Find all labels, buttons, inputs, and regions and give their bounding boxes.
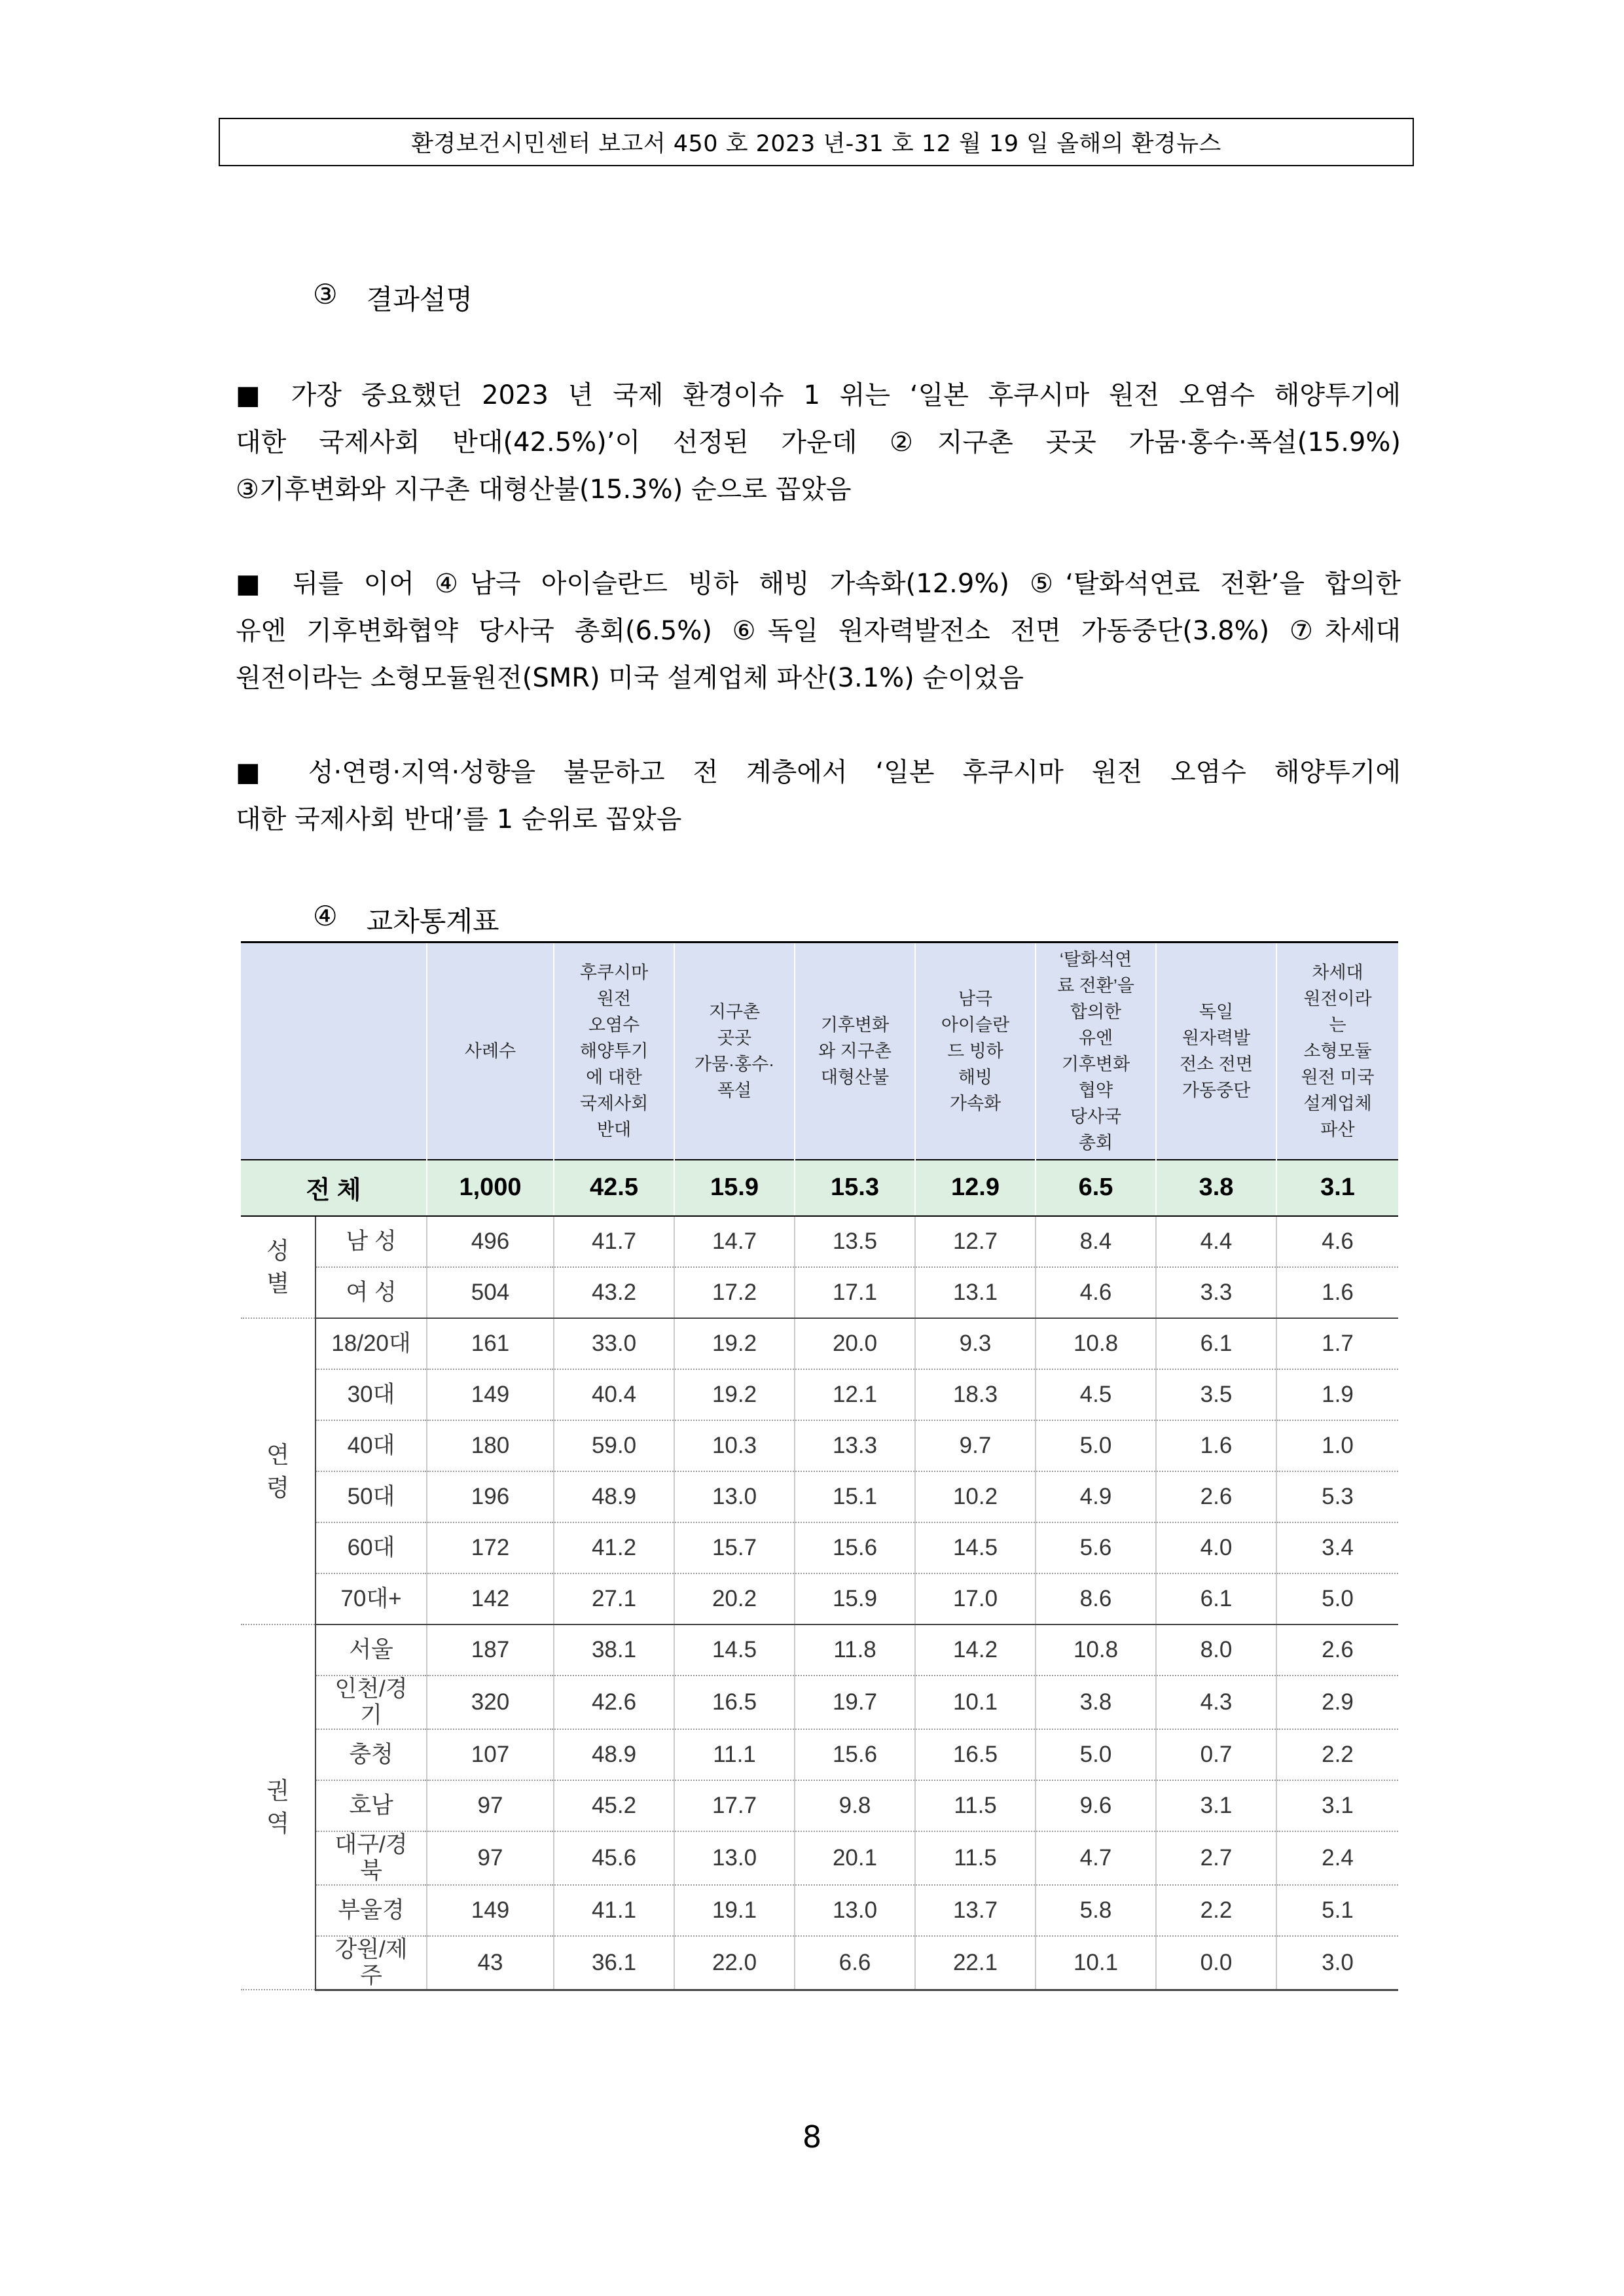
table-cell: 2.6 — [1156, 1471, 1276, 1522]
table-cell: 2.9 — [1276, 1676, 1398, 1729]
paragraph-line: ③기후변화와 지구촌 대형산불(15.3%) 순으로 꼽았음 — [236, 475, 852, 505]
table-cell: 3.0 — [1276, 1936, 1398, 1990]
section-3-heading — [313, 278, 473, 317]
column-header: 후쿠시마 원전 오염수 해양투기 에 대한 국제사회 반대 — [554, 942, 674, 1160]
table-row — [241, 1318, 1398, 1369]
table-cell: 15.9 — [795, 1573, 915, 1624]
column-header: 남극 아이슬란 드 빙하 해빙 가속화 — [915, 942, 1036, 1160]
table-cell: 6.1 — [1156, 1573, 1276, 1624]
table-cell: 1.0 — [1276, 1420, 1398, 1471]
table-row — [241, 1369, 1398, 1420]
table-cell: 9.7 — [915, 1420, 1036, 1471]
table-row — [241, 1420, 1398, 1471]
table-cell: 12.7 — [915, 1216, 1036, 1267]
table-cell: 9.6 — [1036, 1780, 1156, 1831]
table-cell: 4.0 — [1156, 1522, 1276, 1573]
table-cell: 5.6 — [1036, 1522, 1156, 1573]
table-cell: 16.5 — [915, 1729, 1036, 1780]
table-row — [241, 1522, 1398, 1573]
table-cell: 48.9 — [554, 1729, 674, 1780]
row-label: 강원/제 주 — [316, 1936, 427, 1990]
table-cell: 6.6 — [795, 1936, 915, 1990]
row-label: 60대 — [316, 1522, 427, 1573]
table-cell: 161 — [427, 1318, 554, 1369]
table-cell: 10.8 — [1036, 1318, 1156, 1369]
table-cell: 11.1 — [674, 1729, 795, 1780]
table-cell: 12.1 — [795, 1369, 915, 1420]
table-cell: 41.1 — [554, 1885, 674, 1936]
table-cell: 1.7 — [1276, 1318, 1398, 1369]
table-cell: 10.1 — [1036, 1936, 1156, 1990]
table-cell: 17.7 — [674, 1780, 795, 1831]
table-cell: 4.5 — [1036, 1369, 1156, 1420]
table-cell: 13.0 — [674, 1831, 795, 1885]
table-cell: 4.7 — [1036, 1831, 1156, 1885]
table-cell: 5.8 — [1036, 1885, 1156, 1936]
table-cell: 5.0 — [1276, 1573, 1398, 1624]
row-label: 인천/경 기 — [316, 1676, 427, 1729]
table-row — [241, 1936, 1398, 1990]
table-cell: 504 — [427, 1267, 554, 1318]
table-cell: 15.6 — [795, 1522, 915, 1573]
row-label: 서울 — [316, 1624, 427, 1676]
table-cell: 1.6 — [1276, 1267, 1398, 1318]
table-cell: 22.0 — [674, 1936, 795, 1990]
table-cell: 8.4 — [1036, 1216, 1156, 1267]
row-label: 50대 — [316, 1471, 427, 1522]
table-cell: 14.5 — [915, 1522, 1036, 1573]
table-cell: 3.3 — [1156, 1267, 1276, 1318]
table-cell: 172 — [427, 1522, 554, 1573]
table-cell: 41.2 — [554, 1522, 674, 1573]
paragraph-line: ■ 성·연령·지역·성향을 불문하고 전 계층에서 ‘일본 후쿠시마 원전 오염수 해양투기에 — [236, 757, 1401, 787]
table-header-row — [241, 942, 1398, 1160]
paragraph-1 — [236, 372, 1401, 513]
table-cell: 42.6 — [554, 1676, 674, 1729]
table-cell: 15.1 — [795, 1471, 915, 1522]
table-cell: 43.2 — [554, 1267, 674, 1318]
table-row — [241, 1885, 1398, 1936]
page-number: 8 — [802, 2119, 822, 2155]
table-cell: 5.3 — [1276, 1471, 1398, 1522]
paragraph-line: ■ 뒤를 이어 ④남극 아이슬란드 빙하 해빙 가속화(12.9%) ⑤‘탈화석연료 전환’을 합의한 — [236, 569, 1401, 599]
table-row — [241, 1780, 1398, 1831]
row-label: 여 성 — [316, 1267, 427, 1318]
total-value: 3.8 — [1156, 1160, 1276, 1216]
table-cell: 5.1 — [1276, 1885, 1398, 1936]
table-cell: 149 — [427, 1369, 554, 1420]
report-header — [219, 118, 1414, 166]
row-label: 30대 — [316, 1369, 427, 1420]
paragraph-line: 대한 국제사회 반대(42.5%)’이 선정된 가운데 ②지구촌 곳곳 가뭄·홍수·폭설(15.9%) — [236, 427, 1401, 457]
column-header: 독일 원자력발 전소 전면 가동중단 — [1156, 942, 1276, 1160]
table-cell: 10.8 — [1036, 1624, 1156, 1676]
table-cell: 19.1 — [674, 1885, 795, 1936]
row-label: 충청 — [316, 1729, 427, 1780]
table-cell: 2.2 — [1156, 1885, 1276, 1936]
table-cell: 1.9 — [1276, 1369, 1398, 1420]
total-value: 12.9 — [915, 1160, 1036, 1216]
table-cell: 0.0 — [1156, 1936, 1276, 1990]
table-cell: 9.3 — [915, 1318, 1036, 1369]
table-cell: 3.4 — [1276, 1522, 1398, 1573]
column-header: 지구촌 곳곳 가뭄·홍수· 폭설 — [674, 942, 795, 1160]
table-cell: 187 — [427, 1624, 554, 1676]
table-cell: 13.1 — [915, 1267, 1036, 1318]
table-cell: 13.3 — [795, 1420, 915, 1471]
group-label: 성 별 — [241, 1216, 316, 1318]
table-cell: 4.6 — [1036, 1267, 1156, 1318]
section-4-title: 교차통계표 — [366, 905, 499, 937]
table-cell: 16.5 — [674, 1676, 795, 1729]
total-label: 전 체 — [241, 1160, 427, 1216]
table-cell: 45.6 — [554, 1831, 674, 1885]
total-value: 1,000 — [427, 1160, 554, 1216]
table-cell: 3.1 — [1276, 1780, 1398, 1831]
table-cell: 10.3 — [674, 1420, 795, 1471]
table-cell: 107 — [427, 1729, 554, 1780]
table-cell: 15.7 — [674, 1522, 795, 1573]
section-4-number: ④ — [313, 900, 338, 932]
table-cell: 20.1 — [795, 1831, 915, 1885]
table-cell: 33.0 — [554, 1318, 674, 1369]
table-cell: 1.6 — [1156, 1420, 1276, 1471]
table-cell: 22.1 — [915, 1936, 1036, 1990]
group-label: 권 역 — [241, 1624, 316, 1990]
section-3-title: 결과설명 — [366, 283, 473, 315]
row-label: 40대 — [316, 1420, 427, 1471]
table-cell: 9.8 — [795, 1780, 915, 1831]
paragraph-line: 대한 국제사회 반대’를 1 순위로 꼽았음 — [236, 804, 682, 834]
paragraph-line: ■ 가장 중요했던 2023 년 국제 환경이슈 1 위는 ‘일본 후쿠시마 원전 오염수 해양투기에 — [236, 380, 1401, 410]
table-cell: 8.6 — [1036, 1573, 1156, 1624]
table-cell: 13.5 — [795, 1216, 915, 1267]
table-cell: 4.9 — [1036, 1471, 1156, 1522]
table-row — [241, 1471, 1398, 1522]
table-cell: 5.0 — [1036, 1420, 1156, 1471]
column-header: ‘탈화석연 료 전환’을 합의한 유엔 기후변화 협약 당사국 총회 — [1036, 942, 1156, 1160]
table-row — [241, 1573, 1398, 1624]
table-cell: 2.6 — [1276, 1624, 1398, 1676]
table-cell: 496 — [427, 1216, 554, 1267]
table-cell: 59.0 — [554, 1420, 674, 1471]
table-row — [241, 1624, 1398, 1676]
table-cell: 20.2 — [674, 1573, 795, 1624]
row-label: 대구/경 북 — [316, 1831, 427, 1885]
table-cell: 8.0 — [1156, 1624, 1276, 1676]
table-cell: 17.0 — [915, 1573, 1036, 1624]
table-cell: 13.7 — [915, 1885, 1036, 1936]
row-label: 18/20대 — [316, 1318, 427, 1369]
table-cell: 97 — [427, 1831, 554, 1885]
table-cell: 13.0 — [674, 1471, 795, 1522]
total-value: 15.9 — [674, 1160, 795, 1216]
row-label: 부울경 — [316, 1885, 427, 1936]
table-cell: 3.8 — [1036, 1676, 1156, 1729]
table-cell: 10.2 — [915, 1471, 1036, 1522]
table-cell: 48.9 — [554, 1471, 674, 1522]
table-cell: 11.5 — [915, 1831, 1036, 1885]
total-value: 42.5 — [554, 1160, 674, 1216]
total-row — [241, 1160, 1398, 1216]
table-cell: 11.5 — [915, 1780, 1036, 1831]
table-cell: 320 — [427, 1676, 554, 1729]
table-cell: 36.1 — [554, 1936, 674, 1990]
total-value: 3.1 — [1276, 1160, 1398, 1216]
table-cell: 10.1 — [915, 1676, 1036, 1729]
table-cell: 3.5 — [1156, 1369, 1276, 1420]
paragraph-3 — [236, 749, 1401, 843]
table-cell: 4.4 — [1156, 1216, 1276, 1267]
row-label: 호남 — [316, 1780, 427, 1831]
total-value: 15.3 — [795, 1160, 915, 1216]
section-3-number: ③ — [313, 278, 338, 310]
table-cell: 11.8 — [795, 1624, 915, 1676]
table-cell: 19.7 — [795, 1676, 915, 1729]
table-cell: 2.4 — [1276, 1831, 1398, 1885]
row-label: 70대+ — [316, 1573, 427, 1624]
column-header: 사례수 — [427, 942, 554, 1160]
table-cell: 27.1 — [554, 1573, 674, 1624]
table-cell: 4.3 — [1156, 1676, 1276, 1729]
table-cell: 5.0 — [1036, 1729, 1156, 1780]
table-row — [241, 1729, 1398, 1780]
table-cell: 13.0 — [795, 1885, 915, 1936]
row-label: 남 성 — [316, 1216, 427, 1267]
group-label: 연 령 — [241, 1318, 316, 1624]
table-cell: 14.5 — [674, 1624, 795, 1676]
table-cell: 14.2 — [915, 1624, 1036, 1676]
table-cell: 196 — [427, 1471, 554, 1522]
table-cell: 18.3 — [915, 1369, 1036, 1420]
table-cell: 41.7 — [554, 1216, 674, 1267]
table-cell: 149 — [427, 1885, 554, 1936]
column-header: 기후변화 와 지구촌 대형산불 — [795, 942, 915, 1160]
table-cell: 6.1 — [1156, 1318, 1276, 1369]
header-corner — [241, 942, 427, 1160]
paragraph-line: 원전이라는 소형모듈원전(SMR) 미국 설계업체 파산(3.1%) 순이었음 — [236, 663, 1024, 693]
table-cell: 45.2 — [554, 1780, 674, 1831]
table-cell: 40.4 — [554, 1369, 674, 1420]
table-cell: 38.1 — [554, 1624, 674, 1676]
table-cell: 142 — [427, 1573, 554, 1624]
table-row — [241, 1216, 1398, 1267]
table-row — [241, 1267, 1398, 1318]
table-cell: 180 — [427, 1420, 554, 1471]
table-cell: 19.2 — [674, 1369, 795, 1420]
table-cell: 3.1 — [1156, 1780, 1276, 1831]
paragraph-2 — [236, 560, 1401, 702]
section-4-heading — [313, 900, 499, 939]
table-cell: 0.7 — [1156, 1729, 1276, 1780]
table-cell: 43 — [427, 1936, 554, 1990]
table-cell: 17.2 — [674, 1267, 795, 1318]
table-row — [241, 1676, 1398, 1729]
table-cell: 14.7 — [674, 1216, 795, 1267]
table-row — [241, 1831, 1398, 1885]
column-header: 차세대 원전이라 는 소형모듈 원전 미국 설계업체 파산 — [1276, 942, 1398, 1160]
paragraph-line: 유엔 기후변화협약 당사국 총회(6.5%) ⑥독일 원자력발전소 전면 가동중단(3.8%) ⑦차세대 — [236, 616, 1401, 646]
report-header-text: 환경보건시민센터 보고서 450 호 2023 년-31 호 12 월 19 일 올해의 환경뉴스 — [411, 131, 1221, 157]
table-cell: 97 — [427, 1780, 554, 1831]
table-cell: 15.6 — [795, 1729, 915, 1780]
table-cell: 2.7 — [1156, 1831, 1276, 1885]
cross-tab-table — [241, 941, 1398, 1991]
total-value: 6.5 — [1036, 1160, 1156, 1216]
table-cell: 2.2 — [1276, 1729, 1398, 1780]
table-cell: 4.6 — [1276, 1216, 1398, 1267]
table-cell: 20.0 — [795, 1318, 915, 1369]
table-cell: 19.2 — [674, 1318, 795, 1369]
table-cell: 17.1 — [795, 1267, 915, 1318]
